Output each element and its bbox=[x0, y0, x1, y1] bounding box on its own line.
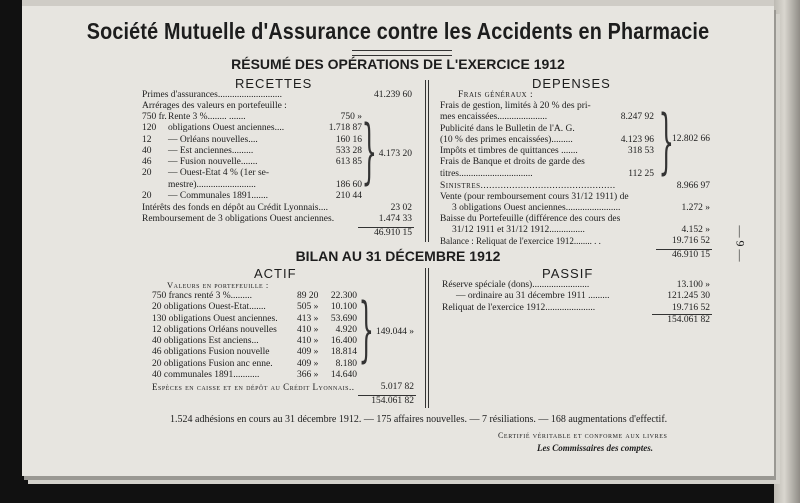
recettes-arrerages-label: Arrérages des valeurs en portefeuille : bbox=[142, 101, 287, 111]
actif-especes-amount: 5.017 82 bbox=[380, 382, 414, 392]
recettes-item: 750 fr.Rente 3 %........ ....... 750 » bbox=[142, 112, 362, 122]
recettes-total: 46.910 15 bbox=[374, 228, 412, 238]
depenses-line: Frais de Banque et droits de garde des bbox=[440, 157, 585, 168]
book-spine-edge bbox=[774, 0, 800, 503]
commissaires-signature: Les Commissaires des comptes. bbox=[537, 443, 653, 453]
depenses-sinistres: Sinistres............................................... bbox=[440, 181, 616, 191]
passif-line: — ordinaire au 31 décembre 1911 ......... 121.245 30 bbox=[456, 291, 710, 302]
page-title: Société Mutuelle d'Assurance contre les Accidents en Pharmacie bbox=[86, 18, 710, 44]
depenses-brace: } bbox=[658, 100, 675, 182]
actif-item: 40 obligations Est anciens... 410 » 16.400 bbox=[152, 336, 357, 347]
depenses-line: Impôts et timbres de quittances ....... 318 53 bbox=[440, 146, 654, 157]
depenses-sinistres-amount: 8.966 97 bbox=[676, 181, 710, 191]
passif-line: Reliquat de l'exercice 1912..................... 19.716 52 bbox=[442, 302, 710, 313]
depenses-line: mes encaissées..................... 8.247 92 bbox=[440, 112, 654, 123]
passif-line: Réserve spéciale (dons)........................ 13.100 » bbox=[442, 280, 710, 290]
recettes-item: 12 — Orléans nouvelles.... 160 16 bbox=[142, 134, 362, 145]
page-number: — 9 — bbox=[733, 225, 748, 262]
recettes-interets-label: Intérêts des fonds en dépôt au Crédit Lyonnais.... bbox=[142, 203, 329, 213]
column-divider bbox=[425, 80, 426, 242]
passif-heading: PASSIF bbox=[542, 266, 594, 281]
depenses-line: titres............................... 112 25 bbox=[440, 168, 654, 179]
depenses-line: (10 % des primes encaissées)......... 4.123 96 bbox=[440, 134, 654, 145]
actif-portefeuille-total: 149.044 » bbox=[376, 327, 414, 337]
recettes-item: 120 obligations Ouest anciennes.... 1.718 87 bbox=[142, 123, 362, 134]
depenses-vente-2: 3 obligations Ouest anciennes....................... bbox=[452, 203, 621, 213]
depenses-total: 46.910 15 bbox=[672, 250, 710, 260]
depenses-frais-lines bbox=[440, 101, 654, 180]
recettes-remboursement-amount: 1.474 33 bbox=[378, 214, 412, 224]
recettes-item: mestre)......................... 186 60 bbox=[168, 179, 362, 190]
recettes-primes-label: Primes d'assurances........................... bbox=[142, 90, 282, 100]
actif-heading: ACTIF bbox=[254, 266, 297, 281]
actif-item: 46 obligations Fusion nouvelle 409 » 18.814 bbox=[152, 347, 357, 358]
depenses-frais-total: 12.802 66 bbox=[672, 134, 710, 144]
recettes-remboursement-label: Remboursement de 3 obligations Ouest anciennes. bbox=[142, 214, 335, 224]
recettes-heading: RECETTES bbox=[235, 76, 313, 91]
actif-item: 130 obligations Ouest anciennes. 413 » 53.690 bbox=[152, 313, 357, 324]
report-subtitle: RÉSUMÉ DES OPÉRATIONS DE L'EXERCICE 1912 bbox=[231, 56, 565, 72]
depenses-line: Frais de gestion, limités à 20 % des pri- bbox=[440, 101, 591, 111]
depenses-balance-amount: 19.716 52 bbox=[672, 236, 710, 246]
depenses-baisse: Baisse du Portefeuille (différence des cours des bbox=[440, 214, 621, 224]
bilan-divider bbox=[425, 268, 426, 408]
column-divider-double bbox=[428, 80, 429, 242]
actif-valeurs-label: Valeurs en portefeuille : bbox=[167, 280, 269, 290]
actif-item: 12 obligations Orléans nouvelles 410 » 4.920 bbox=[152, 324, 357, 335]
depenses-frais-generaux: Frais généraux : bbox=[458, 90, 534, 100]
actif-brace: } bbox=[358, 288, 375, 370]
recettes-item: 20 — Communales 1891....... 210 44 bbox=[142, 191, 362, 202]
bilan-title: BILAN AU 31 DÉCEMBRE 1912 bbox=[295, 248, 501, 264]
depenses-baisse-2: 31/12 1911 et 31/12 1912............... bbox=[452, 225, 585, 235]
actif-especes-label: Espèces en caisse et en dépôt au Crédit Lyonnais.. bbox=[152, 382, 355, 392]
actif-item: 40 communales 1891........... 366 » 14.640 bbox=[152, 370, 357, 381]
passif-lines bbox=[442, 280, 710, 314]
actif-item: 20 obligations Ouest-Etat....... 505 » 10.100 bbox=[152, 302, 357, 313]
depenses-baisse-amount: 4.152 » bbox=[681, 225, 710, 235]
bilan-divider-double bbox=[428, 268, 429, 408]
document-page bbox=[22, 6, 774, 476]
recettes-item: 46 — Fusion nouvelle....... 613 85 bbox=[142, 157, 362, 168]
depenses-balance: Balance : Reliquat de l'exercice 1912........ . . bbox=[440, 236, 601, 246]
depenses-vente-amount: 1.272 » bbox=[681, 203, 710, 213]
recettes-arrerages-total: 4.173 20 bbox=[378, 149, 412, 159]
recettes-primes-amount: 41.239 60 bbox=[374, 90, 412, 100]
actif-item: 750 francs renté 3 %......... 89 20 22.300 bbox=[152, 291, 357, 301]
passif-total: 154.061 82 bbox=[667, 315, 710, 325]
depenses-heading: DEPENSES bbox=[532, 76, 611, 91]
footer-summary: 1.524 adhésions en cours au 31 décembre 1912. — 175 affaires nouvelles. — 7 résiliations. — 168 augmentations d'effectif. bbox=[170, 414, 668, 425]
certification-line: Certifié véritable et conforme aux livres bbox=[498, 431, 668, 440]
actif-total: 154.061 82 bbox=[371, 396, 414, 406]
recettes-item: 40 — Est anciennes......... 533 28 bbox=[142, 145, 362, 156]
recettes-item: 20 — Ouest-Etat 4 % (1er se- bbox=[142, 168, 270, 179]
depenses-vente: Vente (pour remboursement cours 31/12 1911) de bbox=[440, 192, 629, 202]
recettes-interets-amount: 23 02 bbox=[390, 203, 412, 213]
actif-items bbox=[152, 291, 357, 381]
actif-item: 20 obligations Fusion anc enne. 409 » 8.180 bbox=[152, 358, 357, 369]
depenses-line: Publicité dans le Bulletin de l'A. G. bbox=[440, 123, 575, 134]
recettes-brace: } bbox=[361, 110, 378, 192]
recettes-items bbox=[142, 112, 362, 202]
